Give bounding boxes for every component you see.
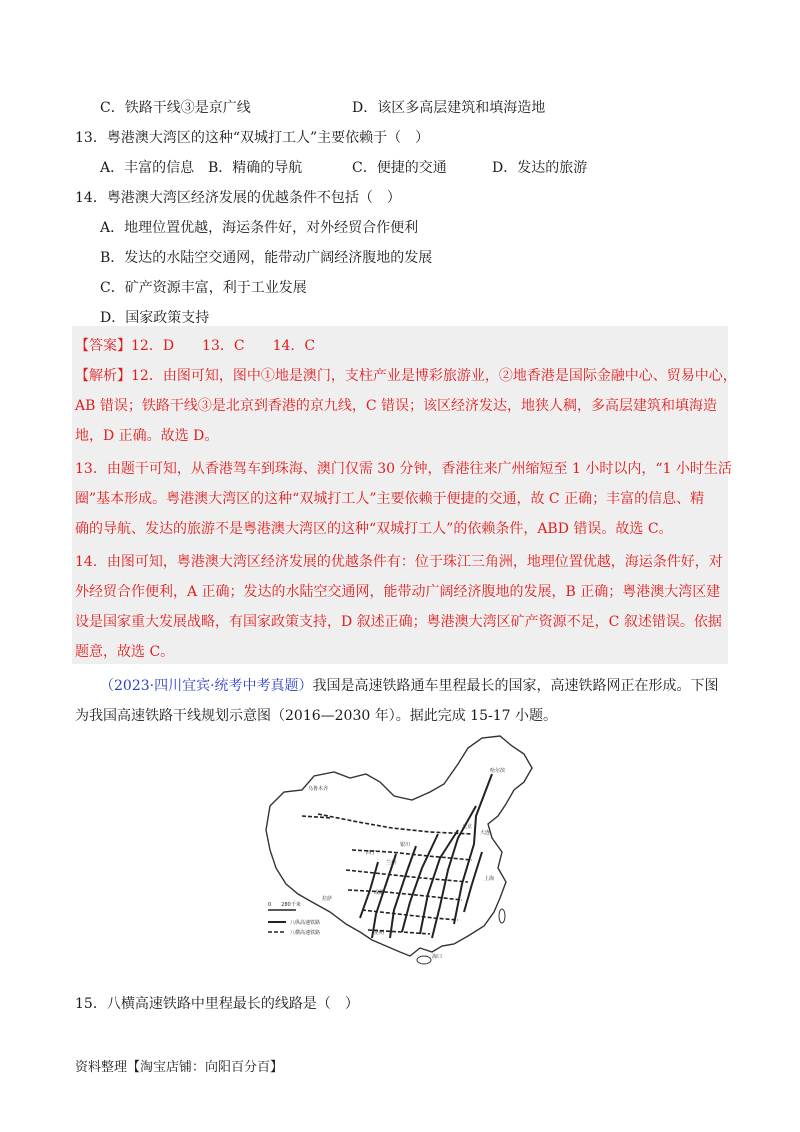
intro-line-1: （2023·四川宜宾·统考中考真题）我国是高速铁路通车里程最长的国家，高速铁路网正在形成。下图: [100, 678, 719, 694]
city-yinchuan: 银川: [400, 842, 411, 848]
taiwan-island: [499, 909, 505, 923]
scale-label: 0 280千米: [268, 902, 301, 908]
hainan-island: [417, 956, 431, 964]
city-dalian: 大连: [480, 830, 491, 836]
city-chengdu: 成都: [374, 890, 385, 896]
city-harbin: 哈尔滨: [490, 768, 506, 774]
analysis-line-3: 地，D 正确。故选 D。: [75, 428, 219, 444]
intro-line-2: 为我国高速铁路干线规划示意图（2016—2030 年）。据此完成 15-17 小题。: [75, 708, 557, 724]
q12-option-c: C．铁路干线③是京广线: [100, 100, 251, 116]
answer-label: 【答案】: [75, 338, 131, 354]
q13-option-d: D．发达的旅游: [492, 160, 588, 176]
analysis-line-2: AB 错误；铁路干线③是北京到香港的京九线，C 错误；该区经济发达，地狭人稠，多高层建筑和填海造: [75, 398, 718, 414]
page-footer: 资料整理【淘宝店铺：向阳百分百】: [75, 1060, 284, 1075]
q12-option-d: D．该区多高层建筑和填海造地: [352, 100, 546, 116]
city-lhasa: 拉萨: [322, 896, 333, 902]
legend-vertical-label: 八纵高速铁路: [290, 920, 321, 926]
city-kunming: 昆明: [374, 930, 385, 936]
q13-option-c: C．便捷的交通: [352, 160, 447, 176]
q14-option-b: B．发达的水陆空交通网，能带动广阔经济腹地的发展: [100, 250, 433, 266]
analysis-line-1: 【解析】12．由图可知，图中①地是澳门，支柱产业是博彩旅游业，②地香港是国际金融中心、贸易中心，: [75, 368, 737, 384]
answer-text: 12．D 13．C 14．C: [131, 338, 316, 354]
q13-option-a: A．丰富的信息: [100, 160, 195, 176]
analysis-line-4: 13．由题干可知，从香港驾车到珠海、澳门仅需 30 分钟，香港往来广州缩短至 1 小时以内，“1 小时生活: [75, 461, 732, 477]
q14-option-a: A．地理位置优越，海运条件好，对外经贸合作便利: [100, 220, 419, 236]
analysis-label: 【解析】: [75, 368, 131, 384]
city-haikou: 海口: [432, 954, 443, 960]
city-xining: 西宁: [366, 850, 377, 856]
q14-option-d: D．国家政策支持: [100, 310, 210, 326]
analysis-line-5: 圈”基本形成。粤港澳大湾区的这种“双城打工人”主要依赖于便捷的交通，故 C 正确；丰富的信息、精: [75, 491, 705, 507]
q15-stem: 15．八横高速铁路中里程最长的线路是（ ）: [75, 996, 359, 1012]
city-beijing: 北京: [462, 824, 473, 830]
analysis-line-9: 设是国家重大发展战略，有国家政策支持，D 叙述正确；粤港澳大湾区矿产资源不足，C 叙述错误。依据: [75, 614, 722, 630]
city-urumqi: 乌鲁木齐: [308, 786, 329, 792]
high-speed-rail-map: [262, 734, 538, 966]
answer-line: [75, 336, 315, 356]
question-source: （2023·四川宜宾·统考中考真题）: [100, 678, 313, 694]
analysis-line-8: 外经贸合作便利，A 正确；发达的水陆空交通网，能带动广阔经济腹地的发展，B 正确；粤港澳大湾区建: [75, 584, 721, 600]
q14-option-c: C．矿产资源丰富，利于工业发展: [100, 280, 307, 296]
analysis-line-6: 确的导航、发达的旅游不是粤港澳大湾区的这种“双城打工人”的依赖条件，ABD 错误。故选 C。: [75, 521, 673, 537]
q14-stem: 14．粤港澳大湾区经济发展的优越条件不包括（ ）: [75, 190, 401, 206]
city-lanzhou: 兰州: [386, 860, 397, 866]
q13-option-b: B．精确的导航: [208, 160, 303, 176]
legend-horizontal-label: 八横高速铁路: [290, 930, 321, 936]
map-legend: [268, 901, 320, 936]
city-shanghai: 上海: [484, 876, 495, 882]
analysis-line-10: 题意，故选 C。: [75, 644, 175, 660]
q13-stem: 13．粤港澳大湾区的这种“双城打工人”主要依赖于（ ）: [75, 130, 430, 146]
analysis-line-7: 14．由图可知，粤港澳大湾区经济发展的优越条件有：位于珠江三角洲，地理位置优越，海运条件好，对: [75, 554, 723, 570]
